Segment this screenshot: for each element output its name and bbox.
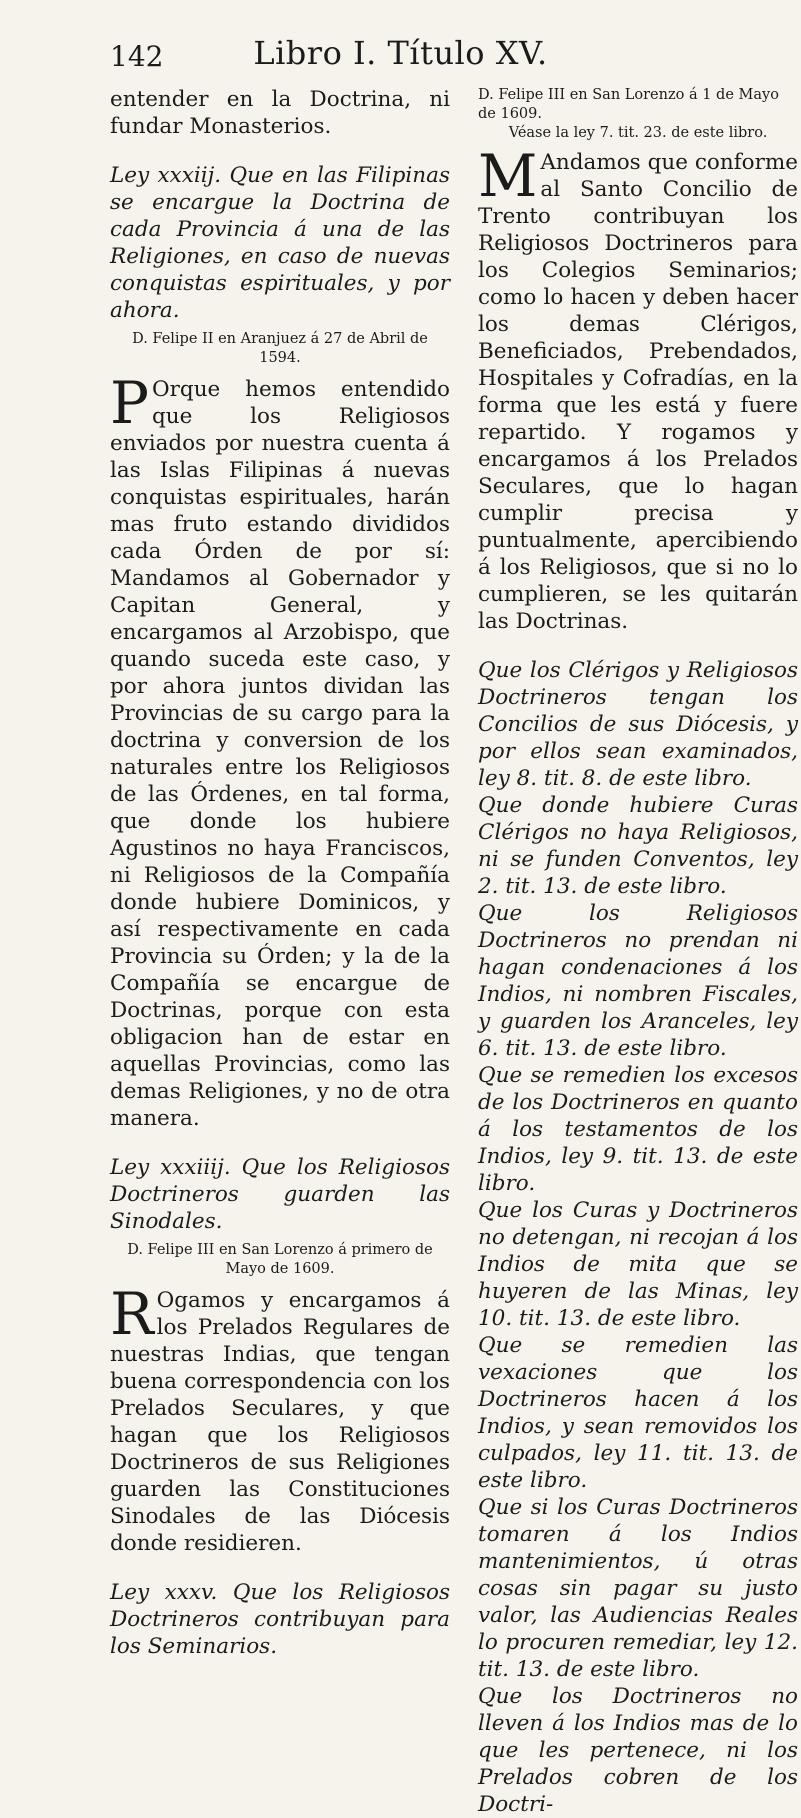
xref-item: Que donde hubiere Curas Clérigos no haya Religiosos, ni se funden Conventos, ley 2. tit. 13. de este libro. — [478, 793, 798, 899]
law-35-text: Andamos que conforme al Santo Concilio de Trento contribuyan los Religiosos Doctrineros para los Colegios Seminarios; como lo hacen y deben hacer los demas Clérigos, Beneficiados, Prebendados, Hospitales y Cofradías, en la forma que les está y fuere repartido. Y rogamos y encargamos á los Prelados Seculares, que lo hagan cumplir precisa y puntualmente, apercibiendo á los Religiosos, que si no lo cumplieren, se les quitarán las Doctrinas. — [478, 150, 798, 634]
law-33-dropcap: P — [110, 369, 150, 437]
law-33-text: Orque hemos entendido que los Religiosos enviados por nuestra cuenta á las Islas Filipinas á nuevas conquistas espirituales, harán mas fruto estando divididos cada Órden de por sí: Mandamos al Gobernador y Capitan General, y encargamos al Arzobispo, que quando suceda este caso, y por ahora juntos dividan las Provincias de su cargo para la doctrina y conversion de los naturales entre los Religiosos de las Órdenes, en tal forma, que donde los hubiere Agustinos no haya Franciscos, ni Religiosos de la Compañía donde hubiere Dominicos, y así respectivamente en cada Provincia su Órden; y la de la Compañía se encargue de Doctrinas, porque con esta obligacion han de estar en aquellas Provincias, como las demas Religiones, y no de otra manera. — [110, 377, 450, 1131]
law-34-dropcap: R — [110, 1280, 154, 1348]
page-header — [0, 34, 801, 80]
left-column — [110, 86, 450, 1660]
xref-item: Que se remedien los excesos de los Doctrineros en quanto á los testamentos de los Indios, ley 9. tit. 13. de este libro. — [478, 1063, 798, 1196]
law-33-body — [110, 369, 450, 1132]
law-33-dateline: D. Felipe II en Aranjuez á 27 de Abril de 1594. — [132, 331, 428, 366]
law-35-dropcap: M — [478, 142, 538, 210]
law-34-text: Ogamos y encargamos á los Prelados Regulares de nuestras Indias, que tengan buena correspondencia con los Prelados Seculares, y que hagan que los Religiosos Doctrineros de sus Religiones guarden las Constituciones Sinodales de las Diócesis donde residieren. — [110, 1288, 450, 1556]
page-number: 142 — [110, 40, 164, 73]
xref-item: Que los Doctrineros no lleven á los Indios mas de lo que les pertenece, ni los Prelados cobren de los Doctri- — [478, 1684, 798, 1817]
law-34-title: Ley xxxiiij. Que los Religiosos Doctrineros guarden las Sinodales. — [110, 1155, 450, 1234]
law-35-title: Ley xxxv. Que los Religiosos Doctrineros contribuyan para los Seminarios. — [110, 1580, 450, 1659]
running-title: Libro I. Título XV. — [253, 34, 548, 72]
xref-item: Que si los Curas Doctrineros tomaren á los Indios mantenimientos, ú otras cosas sin pagar su justo valor, las Audiencias Reales lo procuren remediar, ley 12. tit. 13. de este libro. — [478, 1495, 798, 1682]
continuation-paragraph: entender en la Doctrina, ni fundar Monasterios. — [110, 87, 450, 139]
xref-item: Que se remedien las vexaciones que los Doctrineros hacen á los Indios, y sean removidos los culpados, ley 11. tit. 13. de este libro. — [478, 1333, 798, 1493]
xref-item: Que los Curas y Doctrineros no detengan, ni recojan á los Indios de mita que se huyeren de las Minas, ley 10. tit. 13. de este libro. — [478, 1198, 798, 1331]
law-35-body — [478, 142, 798, 635]
law-35-dateline: D. Felipe III en San Lorenzo á 1 de Mayo de 1609. — [478, 87, 779, 122]
law-34-dateline: D. Felipe III en San Lorenzo á primero de Mayo de 1609. — [127, 1242, 433, 1277]
law-33-title: Ley xxxiij. Que en las Filipinas se encargue la Doctrina de cada Provincia á una de las Religiones, en caso de nuevas conquistas espirituales, y por ahora. — [110, 163, 450, 323]
xref-item: Que los Clérigos y Religiosos Doctrineros tengan los Concilios de sus Diócesis, y por ellos sean examinados, ley 8. tit. 8. de este libro. — [478, 658, 798, 791]
law-35-see-also: Véase la ley 7. tit. 23. de este libro. — [508, 125, 768, 141]
xref-item: Que los Religiosos Doctrineros no prendan ni hagan condenaciones á los Indios, ni nombren Fiscales, y guarden los Aranceles, ley 6. tit. 13. de este libro. — [478, 901, 798, 1061]
right-column — [478, 86, 798, 1818]
law-34-body — [110, 1280, 450, 1557]
